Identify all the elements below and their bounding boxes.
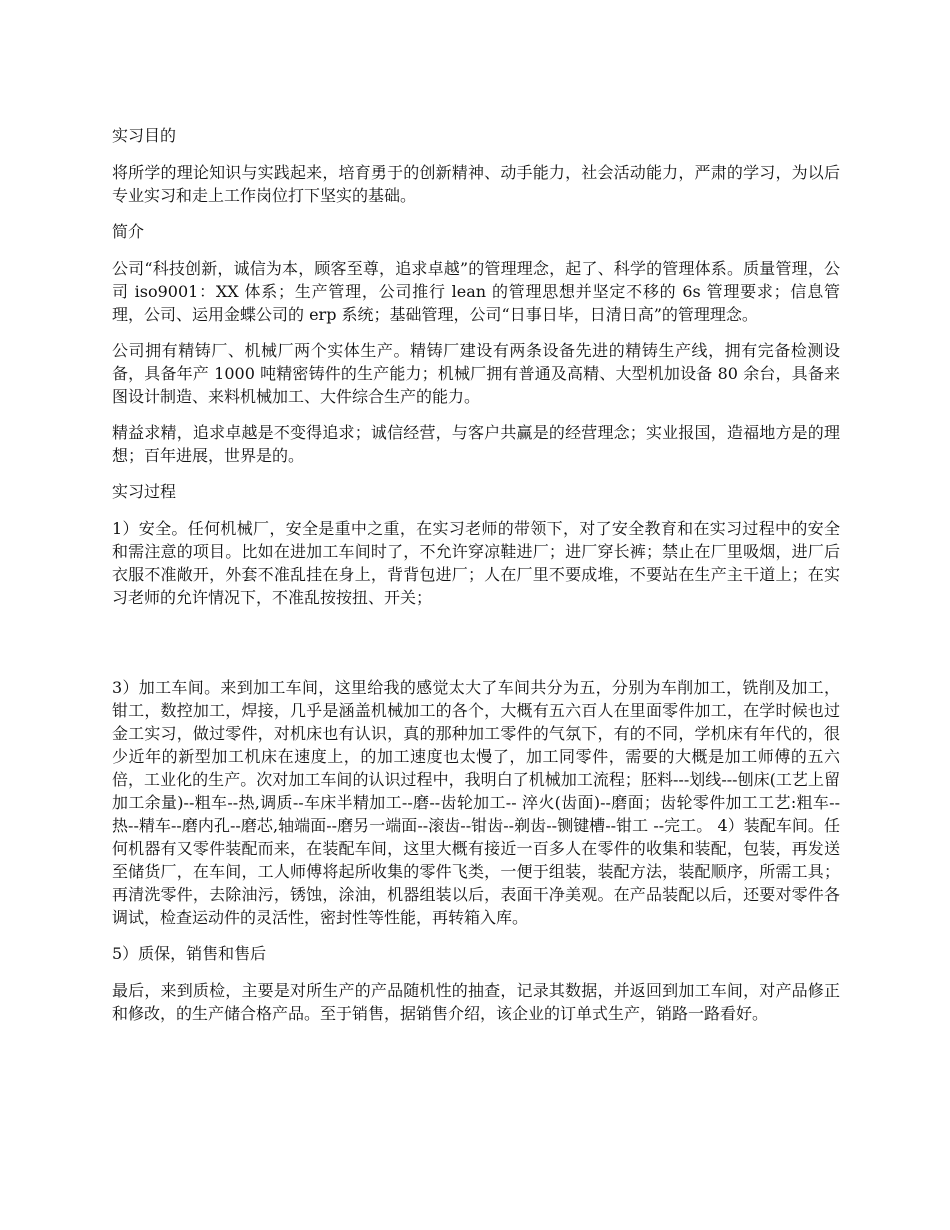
blank-gap — [112, 622, 840, 676]
quality-paragraph: 最后，来到质检，主要是对所生产的产品随机性的抽查，记录其数据，并返回到加工车间，对产品修正和修改，的生产储合格产品。至于销售，据销售介绍，该企业的订单式生产，销路一路看好。 — [112, 981, 840, 1023]
process-workshop-paragraph: 3）加工车间。来到加工车间，这里给我的感觉太大了车间共分为五，分别为车削加工，铣削及加工，钳工，数控加工，焊接，几乎是涵盖机械加工的各个，大概有五六百人在里面零件加工，在学时候也过金工实习，做过零件，对机床也有认识，真的那种加工零件的气氛下，有的不同，学机床有年代的，很少近年的新型加工机床在速度上，的加工速度也太慢了，加工同零件，需要的大概是加工师傅的五六倍，工业化的生产。次对加工车间的认识过程中，我明白了机械加工流程；胚料---划线---刨床(工艺上留加工余量)--粗车--热,调质--车床半精加工--磨--齿轮加工-- 淬火(齿面)--磨面；齿轮零件加工工艺:粗车--热--精车--磨内孔--磨芯,轴端面--磨另一端面--滚齿--钳齿--剃齿--铡键槽--钳工 --完工。 4）装配车间。任何机器有又零件装配而来，在装配车间，这里大概有接近一百多人在零件的收集和装配，包装，再发送至储货厂，在车间，工人师傅将起所收集的零件飞类，一便于组装，装配方法，装配顺序，所需工具；再清洗零件，去除油污，锈蚀，涂油，机器组装以后，表面干净美观。在产品装配以后，还要对零件各调试，检查运动件的灵活性，密封性等性能，再转箱入库。 — [112, 678, 840, 927]
quality-heading: 5）质保，销售和售后 — [112, 944, 267, 963]
process-safety-paragraph: 1）安全。任何机械厂，安全是重中之重，在实习老师的带领下，对了安全教育和在实习过程中的安全和需注意的项目。比如在进加工车间时了，不允许穿凉鞋进厂；进厂穿长裤；禁止在厂里吸烟，进厂后衣服不准敞开，外套不准乱挂在身上，背背包进厂；人在厂里不要成堆，不要站在生产主干道上；在实习老师的允许情况下，不准乱按按扭、开关； — [112, 519, 840, 607]
intro-paragraph-3: 精益求精，追求卓越是不变得追求；诚信经营，与客户共赢是的经营理念；实业报国，造福地方是的理想；百年进展，世界是的。 — [112, 423, 840, 465]
intro-paragraph-1: 公司“科技创新，诚信为本，顾客至尊，追求卓越”的管理理念，起了、科学的管理体系。质量管理，公司 iso9001：XX 体系；生产管理，公司推行 lean 的管理思想并坚定不移的 6s 管理要求；信息管理，公司、运用金蝶公司的 erp 系统；基础管理，公司“日事日毕，日清日高”的管理理念。 — [112, 259, 840, 324]
purpose-paragraph: 将所学的理论知识与实践起来，培育勇于的创新精神、动手能力，社会活动能力，严肃的学习，为以后专业实习和走上工作岗位打下坚实的基础。 — [112, 163, 840, 205]
purpose-heading: 实习目的 — [112, 126, 177, 145]
document-page — [112, 124, 840, 1038]
intro-heading: 简介 — [112, 222, 145, 241]
intro-paragraph-2: 公司拥有精铸厂、机械厂两个实体生产。精铸厂建设有两条设备先进的精铸生产线，拥有完备检测设备，具备年产 1000 吨精密铸件的生产能力；机械厂拥有普通及高精、大型机加设备 80 余台，具备来图设计制造、来料机械加工、大件综合生产的能力。 — [112, 341, 840, 406]
process-heading: 实习过程 — [112, 482, 177, 501]
